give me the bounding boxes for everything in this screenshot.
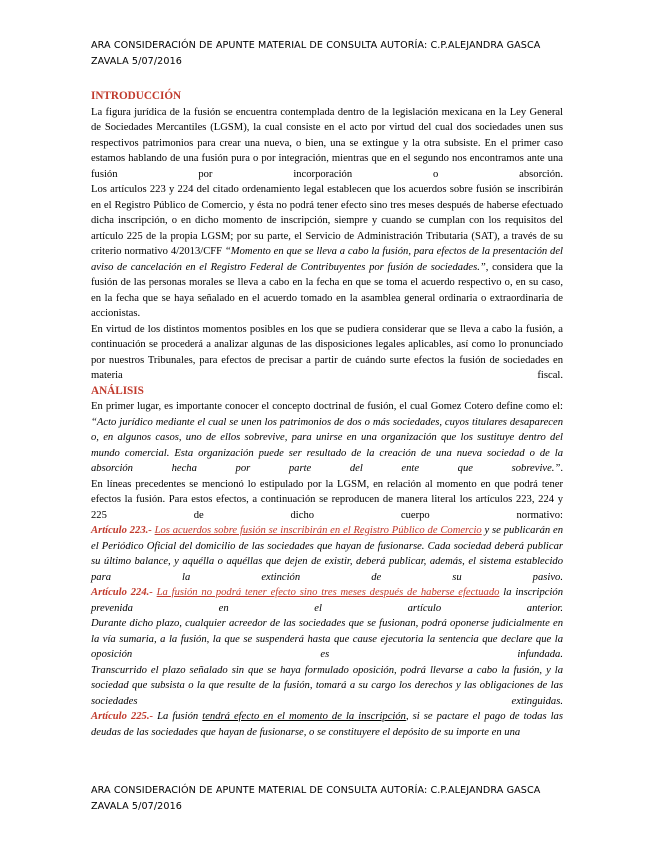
intro-paragraph-3: En virtud de los distintos momentos posibles en los que se pudiera considerar que se lleva a cabo la fusión, a continuación se procederá a analizar algunas de las disposiciones legales aplicables, así como lo pronunciado por nuestros Tribunales, para efectos de precisar a partir de cuándo surte efectos la fusión de sociedades en materia fiscal. [91, 323, 563, 381]
intro-p2-text-b: , considera que la fusión de las personas morales se lleva a cabo en la fecha en que se toma el acuerdo respectivo o, en su caso, en la fecha que se haya señalado en el acuerdo tomado en la asamblea general ordinaria o extraordinaria de accionistas. [91, 261, 563, 319]
intro-paragraph-1: La figura jurídica de la fusión se encuentra contemplada dentro de la legislación mexicana en la Ley General de Sociedades Mercantiles (LGSM), la cual consiste en el acto por virtud del cual dos sociedades unen sus respectivos patrimonios para crear una nueva, o bien, una se extingue y la otra subsiste. En el primer caso estamos hablando de una fusión pura o por integración, mientras que en el segundo nos encontramos ante una fusión por incorporación o absorción. [91, 106, 563, 180]
article-225-text-b: , si se pactare el pago de todas las deudas de las sociedades que hayan de fusionarse, o se constituyere el depósito de su importe en una [91, 711, 563, 738]
document-body [91, 89, 563, 740]
page-footer: ARA CONSIDERACIÓN DE APUNTE MATERIAL DE CONSULTA AUTORÍA: C.P.ALEJANDRA GASCA ZAVALA 5/07/2016 [91, 785, 541, 812]
article-223-label: Artículo 223.- [91, 525, 152, 536]
analysis-p1-text-a: En primer lugar, es importante conocer el concepto doctrinal de fusión, el cual Gomez Cotero define como el: [91, 401, 563, 412]
analysis-p1-text-b: . [560, 463, 563, 474]
page-header: ARA CONSIDERACIÓN DE APUNTE MATERIAL DE CONSULTA AUTORÍA: C.P.ALEJANDRA GASCA ZAVALA 5/07/2016 [91, 40, 541, 67]
article-224-text: la inscripción prevenida en el artículo anterior. [91, 587, 563, 614]
article-225-text-a: La fusión [153, 711, 203, 722]
analysis-heading: ANÁLISIS [91, 384, 144, 397]
article-224-label: Artículo 224.- [91, 587, 153, 598]
article-223 [91, 523, 563, 585]
article-224-underlined: La fusión no podrá tener efecto sino tres meses después de haberse efectuado [156, 587, 500, 598]
analysis-paragraph-1 [91, 399, 563, 477]
analysis-paragraph-2: En líneas precedentes se mencionó lo estipulado por la LGSM, en relación al momento en que podrá tener efectos la fusión. Para estos efectos, a continuación se reproducen de manera literal los artículos 223, 224 y 225 de dicho cuerpo normativo: [91, 478, 563, 521]
article-224 [91, 585, 563, 616]
intro-p2-text-a: Los artículos 223 y 224 del citado ordenamiento legal establecen que los acuerdos sobre fusión se inscribirán en el Registro Público de Comercio, y ésta no podrá tener efecto sino tres meses después de haberse efectuado dicha inscripción, o en dicho momento de inscripción, siempre y cuando se cumplan con los requisitos del artículo 225 de la propia LGSM; por su parte, el Servicio de Administración Tributaria (SAT), a través de su criterio normativo 4/2013/CFF [91, 184, 563, 257]
criterion-quote: “Momento en que se lleva a cabo la fusión, para efectos de la presentación del aviso de cancelación en el Registro Federal de Contribuyentes por fusión de sociedades.” [91, 246, 563, 273]
article-223-text: y se publicarán en el Periódico Oficial del domicilio de las sociedades que hayan de fusionarse. Cada sociedad deberá publicar su último balance, y aquélla o aquéllas que dejen de existir, deberá publicar, además, el sistema establecido para la extinción de su pasivo. [91, 525, 563, 583]
article-225-label: Artículo 225.- [91, 711, 154, 722]
article-225-underlined: tendrá efecto en el momento de la inscripción [202, 711, 406, 722]
introduction-heading: INTRODUCCIÓN [91, 90, 182, 102]
article-224-paragraph-3: Transcurrido el plazo señalado sin que se haya formulado oposición, podrá llevarse a cabo la fusión, y la sociedad que subsista o la que resulte de la fusión, tomará a su cargo los derechos y las obligaciones de las sociedades extinguidas. [91, 664, 563, 707]
article-225 [91, 709, 563, 740]
doctrinal-quote: “Acto jurídico mediante el cual se unen los patrimonios de dos o más sociedades, cuyos titulares desaparecen o, en algunos casos, uno de ellos sobrevive, para unirse en una organización que los sustituye dentro del mundo comercial. Esta organización puede ser resultado de la creación de una nueva sociedad o de la absorción hecha por parte del ente que sobrevive.” [91, 416, 563, 474]
article-223-underlined: Los acuerdos sobre fusión se inscribirán en el Registro Público de Comercio [154, 525, 482, 536]
intro-paragraph-2 [91, 182, 563, 322]
article-224-paragraph-2: Durante dicho plazo, cualquier acreedor de las sociedades que se fusionan, podrá oponerse judicialmente en la vía sumaria, a la fusión, la que se suspenderá hasta que cause ejecutoria la sentencia que declare que la oposición es infundada. [91, 618, 563, 660]
